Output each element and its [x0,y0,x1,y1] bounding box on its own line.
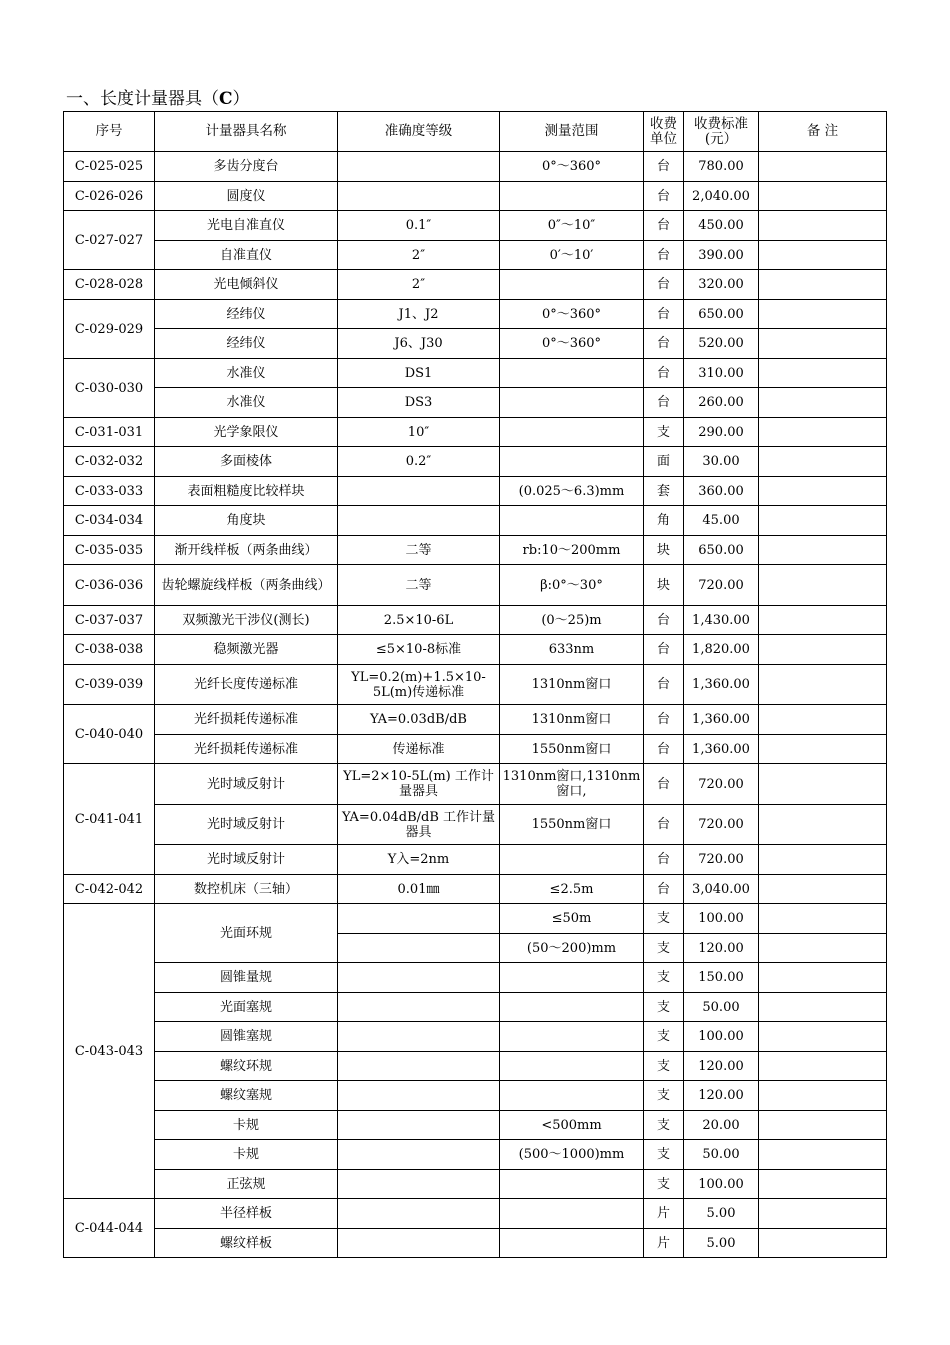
table-row [64,477,887,506]
cell-note [759,1052,887,1081]
cell-fee: 100.00 [684,1170,759,1199]
cell-range: 0′～10′ [500,241,644,270]
cell-note [759,270,887,300]
table-row [64,735,887,764]
cell-name: 卡规 [155,1140,338,1170]
table-row [64,665,887,705]
table-row [64,329,887,359]
cell-unit: 台 [644,606,684,635]
cell-fee: 520.00 [684,329,759,359]
cell-fee: 450.00 [684,211,759,241]
cell-accuracy: 2″ [338,270,500,300]
cell-code: C-037-037 [64,606,155,635]
cell-unit: 台 [644,735,684,764]
cell-fee: 720.00 [684,764,759,805]
cell-name: 经纬仪 [155,329,338,359]
cell-note [759,182,887,211]
cell-range: rb:10～200mm [500,536,644,565]
table-row [64,211,887,241]
cell-accuracy: DS3 [338,388,500,418]
cell-note [759,1022,887,1052]
cell-note [759,904,887,934]
cell-note [759,565,887,606]
cell-fee: 1,360.00 [684,735,759,764]
cell-code: C-034-034 [64,506,155,536]
cell-range: 0°～360° [500,152,644,182]
table-row [64,805,887,845]
col-header-unit: 收费 单位 [644,112,684,152]
cell-fee: 650.00 [684,536,759,565]
cell-unit: 套 [644,477,684,506]
table-row [64,300,887,329]
cell-name: 光时域反射计 [155,805,338,845]
cell-fee: 50.00 [684,1140,759,1170]
cell-range: (0.025～6.3)mm [500,477,644,506]
cell-name: 正弦规 [155,1170,338,1199]
cell-range [500,1052,644,1081]
cell-accuracy: 2.5×10-6L [338,606,500,635]
cell-name: 多齿分度台 [155,152,338,182]
cell-code: C-040-040 [64,705,155,764]
cell-range [500,1199,644,1229]
cell-name: 数控机床（三轴） [155,875,338,904]
cell-unit: 台 [644,845,684,875]
cell-unit: 台 [644,388,684,418]
cell-unit: 台 [644,359,684,388]
cell-unit: 块 [644,565,684,606]
cell-code: C-042-042 [64,875,155,904]
table-row [64,635,887,665]
cell-unit: 台 [644,805,684,845]
cell-range [500,993,644,1022]
cell-unit: 台 [644,635,684,665]
cell-note [759,1170,887,1199]
cell-accuracy [338,1140,500,1170]
cell-accuracy [338,152,500,182]
cell-accuracy [338,1022,500,1052]
table-row [64,536,887,565]
cell-note [759,993,887,1022]
table-row [64,506,887,536]
cell-accuracy [338,963,500,993]
cell-range [500,1229,644,1258]
cell-unit: 支 [644,1052,684,1081]
cell-name: 半径样板 [155,1199,338,1229]
cell-name: 圆锥塞规 [155,1022,338,1052]
cell-note [759,477,887,506]
cell-range: ≤50m [500,904,644,934]
table-row [64,1081,887,1111]
cell-accuracy: 2″ [338,241,500,270]
cell-unit: 块 [644,536,684,565]
cell-range: 0°～360° [500,300,644,329]
cell-range [500,1022,644,1052]
cell-name: 螺纹环规 [155,1052,338,1081]
cell-code: C-041-041 [64,764,155,875]
cell-note [759,875,887,904]
cell-note [759,1229,887,1258]
cell-accuracy: 0.2″ [338,447,500,477]
cell-accuracy: YA=0.03dB/dB [338,705,500,735]
cell-name: 渐开线样板（两条曲线） [155,536,338,565]
cell-code: C-028-028 [64,270,155,300]
cell-name: 卡规 [155,1111,338,1140]
cell-name: 稳频激光器 [155,635,338,665]
table-row [64,875,887,904]
cell-note [759,447,887,477]
table-row [64,764,887,805]
cell-range [500,270,644,300]
cell-accuracy: YL=0.2(m)+1.5×10-5L(m)传递标准 [338,665,500,705]
table-row [64,845,887,875]
cell-name: 角度块 [155,506,338,536]
cell-range: (0～25)m [500,606,644,635]
cell-code: C-029-029 [64,300,155,359]
cell-code: C-031-031 [64,418,155,447]
cell-accuracy [338,1199,500,1229]
cell-range [500,182,644,211]
col-header-accuracy: 准确度等级 [338,112,500,152]
table-row [64,270,887,300]
cell-range [500,1170,644,1199]
cell-accuracy [338,182,500,211]
table-row [64,1229,887,1258]
table-row [64,418,887,447]
cell-range: <500mm [500,1111,644,1140]
table-row [64,993,887,1022]
cell-unit: 支 [644,1140,684,1170]
cell-range: (50～200)mm [500,934,644,963]
cell-fee: 720.00 [684,845,759,875]
cell-fee: 1,360.00 [684,665,759,705]
cell-note [759,705,887,735]
cell-fee: 390.00 [684,241,759,270]
cell-note [759,359,887,388]
cell-range: β:0°～30° [500,565,644,606]
cell-code: C-033-033 [64,477,155,506]
table-row [64,241,887,270]
cell-fee: 1,430.00 [684,606,759,635]
cell-note [759,418,887,447]
cell-fee: 20.00 [684,1111,759,1140]
cell-note [759,506,887,536]
cell-note [759,536,887,565]
col-header-seq: 序号 [64,112,155,152]
cell-range: 633nm [500,635,644,665]
cell-fee: 120.00 [684,1052,759,1081]
cell-range [500,418,644,447]
cell-name: 光纤损耗传递标准 [155,735,338,764]
cell-note [759,329,887,359]
cell-accuracy: 传递标准 [338,735,500,764]
cell-unit: 片 [644,1229,684,1258]
cell-note [759,665,887,705]
cell-accuracy: 10″ [338,418,500,447]
cell-name: 自准直仪 [155,241,338,270]
cell-unit: 台 [644,241,684,270]
cell-note [759,805,887,845]
cell-name: 光时域反射计 [155,845,338,875]
col-header-fee: 收费标准 (元） [684,112,759,152]
cell-note [759,764,887,805]
cell-code: C-035-035 [64,536,155,565]
cell-name: 双频激光干涉仪(测长) [155,606,338,635]
cell-fee: 45.00 [684,506,759,536]
cell-code: C-030-030 [64,359,155,418]
cell-code: C-027-027 [64,211,155,270]
cell-fee: 720.00 [684,565,759,606]
cell-fee: 650.00 [684,300,759,329]
cell-note [759,1140,887,1170]
table-row [64,152,887,182]
fee-table [63,111,887,1258]
cell-name: 光面环规 [155,904,338,963]
cell-accuracy: 二等 [338,536,500,565]
cell-range [500,359,644,388]
cell-unit: 支 [644,1081,684,1111]
col-header-range: 测量范围 [500,112,644,152]
table-row [64,565,887,606]
cell-note [759,735,887,764]
cell-range [500,506,644,536]
cell-range [500,388,644,418]
cell-fee: 100.00 [684,904,759,934]
cell-name: 光学象限仪 [155,418,338,447]
table-row [64,705,887,735]
cell-range [500,1081,644,1111]
cell-range: 1550nm窗口 [500,735,644,764]
cell-accuracy: DS1 [338,359,500,388]
cell-accuracy [338,1111,500,1140]
cell-range: ≤2.5m [500,875,644,904]
table-row [64,606,887,635]
cell-name: 表面粗糙度比较样块 [155,477,338,506]
cell-note [759,211,887,241]
cell-range: 1310nm窗口 [500,705,644,735]
cell-name: 圆度仪 [155,182,338,211]
table-row [64,359,887,388]
cell-name: 螺纹塞规 [155,1081,338,1111]
cell-unit: 支 [644,1170,684,1199]
cell-code: C-038-038 [64,635,155,665]
cell-fee: 120.00 [684,934,759,963]
cell-unit: 台 [644,300,684,329]
cell-accuracy [338,477,500,506]
cell-fee: 1,820.00 [684,635,759,665]
cell-accuracy: 0.1″ [338,211,500,241]
cell-fee: 100.00 [684,1022,759,1052]
cell-name: 光电自准直仪 [155,211,338,241]
table-row [64,388,887,418]
cell-accuracy: YL=2×10-5L(m) 工作计量器具 [338,764,500,805]
cell-fee: 290.00 [684,418,759,447]
table-row [64,963,887,993]
cell-range: 0″～10″ [500,211,644,241]
cell-accuracy [338,506,500,536]
cell-fee: 310.00 [684,359,759,388]
cell-unit: 台 [644,875,684,904]
cell-unit: 支 [644,1022,684,1052]
cell-unit: 台 [644,211,684,241]
cell-unit: 支 [644,1111,684,1140]
cell-note [759,845,887,875]
cell-accuracy [338,1170,500,1199]
cell-accuracy [338,993,500,1022]
cell-fee: 5.00 [684,1199,759,1229]
cell-note [759,934,887,963]
cell-range [500,845,644,875]
cell-accuracy [338,934,500,963]
table-row [64,1022,887,1052]
cell-note [759,1081,887,1111]
cell-accuracy: ≤5×10-8标准 [338,635,500,665]
table-row [64,1111,887,1140]
cell-unit: 台 [644,329,684,359]
cell-code: C-039-039 [64,665,155,705]
cell-unit: 台 [644,182,684,211]
cell-note [759,635,887,665]
cell-range [500,963,644,993]
cell-name: 经纬仪 [155,300,338,329]
cell-name: 光电倾斜仪 [155,270,338,300]
cell-code: C-026-026 [64,182,155,211]
cell-fee: 3,040.00 [684,875,759,904]
cell-unit: 支 [644,904,684,934]
cell-range: 1310nm窗口 [500,665,644,705]
cell-note [759,388,887,418]
cell-name: 光纤损耗传递标准 [155,705,338,735]
header-row [64,112,887,152]
cell-fee: 360.00 [684,477,759,506]
cell-note [759,300,887,329]
cell-accuracy: J6、J30 [338,329,500,359]
cell-note [759,241,887,270]
cell-note [759,606,887,635]
cell-fee: 5.00 [684,1229,759,1258]
cell-name: 圆锥量规 [155,963,338,993]
cell-fee: 2,040.00 [684,182,759,211]
table-row [64,1170,887,1199]
cell-code: C-044-044 [64,1199,155,1258]
cell-unit: 台 [644,705,684,735]
cell-unit: 角 [644,506,684,536]
cell-accuracy: Y入=2nm [338,845,500,875]
cell-note [759,1111,887,1140]
cell-fee: 1,360.00 [684,705,759,735]
cell-code: C-036-036 [64,565,155,606]
cell-accuracy [338,1052,500,1081]
cell-code: C-032-032 [64,447,155,477]
table-row [64,1199,887,1229]
page-title: 一、长度计量器具（C） [66,89,250,109]
cell-accuracy [338,904,500,934]
cell-name: 光时域反射计 [155,764,338,805]
cell-name: 水准仪 [155,359,338,388]
cell-unit: 支 [644,934,684,963]
table-row [64,1052,887,1081]
cell-unit: 台 [644,270,684,300]
table-row [64,182,887,211]
cell-range: 1310nm窗口,1310nm窗口, [500,764,644,805]
cell-name: 光面塞规 [155,993,338,1022]
col-header-note: 备 注 [759,112,887,152]
cell-name: 光纤长度传递标准 [155,665,338,705]
cell-unit: 台 [644,764,684,805]
cell-fee: 320.00 [684,270,759,300]
cell-name: 多面棱体 [155,447,338,477]
cell-fee: 120.00 [684,1081,759,1111]
cell-accuracy: YA=0.04dB/dB 工作计量器具 [338,805,500,845]
cell-code: C-043-043 [64,904,155,1199]
cell-fee: 260.00 [684,388,759,418]
cell-name: 齿轮螺旋线样板（两条曲线） [155,565,338,606]
col-header-name: 计量器具名称 [155,112,338,152]
cell-fee: 50.00 [684,993,759,1022]
cell-range [500,447,644,477]
cell-unit: 片 [644,1199,684,1229]
cell-accuracy [338,1081,500,1111]
cell-fee: 30.00 [684,447,759,477]
cell-name: 螺纹样板 [155,1229,338,1258]
table-row [64,447,887,477]
cell-accuracy: 0.01㎜ [338,875,500,904]
cell-unit: 支 [644,418,684,447]
cell-range: 1550nm窗口 [500,805,644,845]
cell-fee: 720.00 [684,805,759,845]
cell-note [759,152,887,182]
cell-unit: 支 [644,963,684,993]
cell-range: (500～1000)mm [500,1140,644,1170]
cell-fee: 780.00 [684,152,759,182]
table-row [64,1140,887,1170]
cell-unit: 台 [644,665,684,705]
cell-unit: 支 [644,993,684,1022]
cell-code: C-025-025 [64,152,155,182]
cell-fee: 150.00 [684,963,759,993]
cell-unit: 台 [644,152,684,182]
cell-accuracy: 二等 [338,565,500,606]
table-row [64,904,887,934]
cell-name: 水准仪 [155,388,338,418]
cell-unit: 面 [644,447,684,477]
cell-note [759,1199,887,1229]
cell-accuracy: J1、J2 [338,300,500,329]
cell-range: 0°～360° [500,329,644,359]
cell-note [759,963,887,993]
cell-accuracy [338,1229,500,1258]
